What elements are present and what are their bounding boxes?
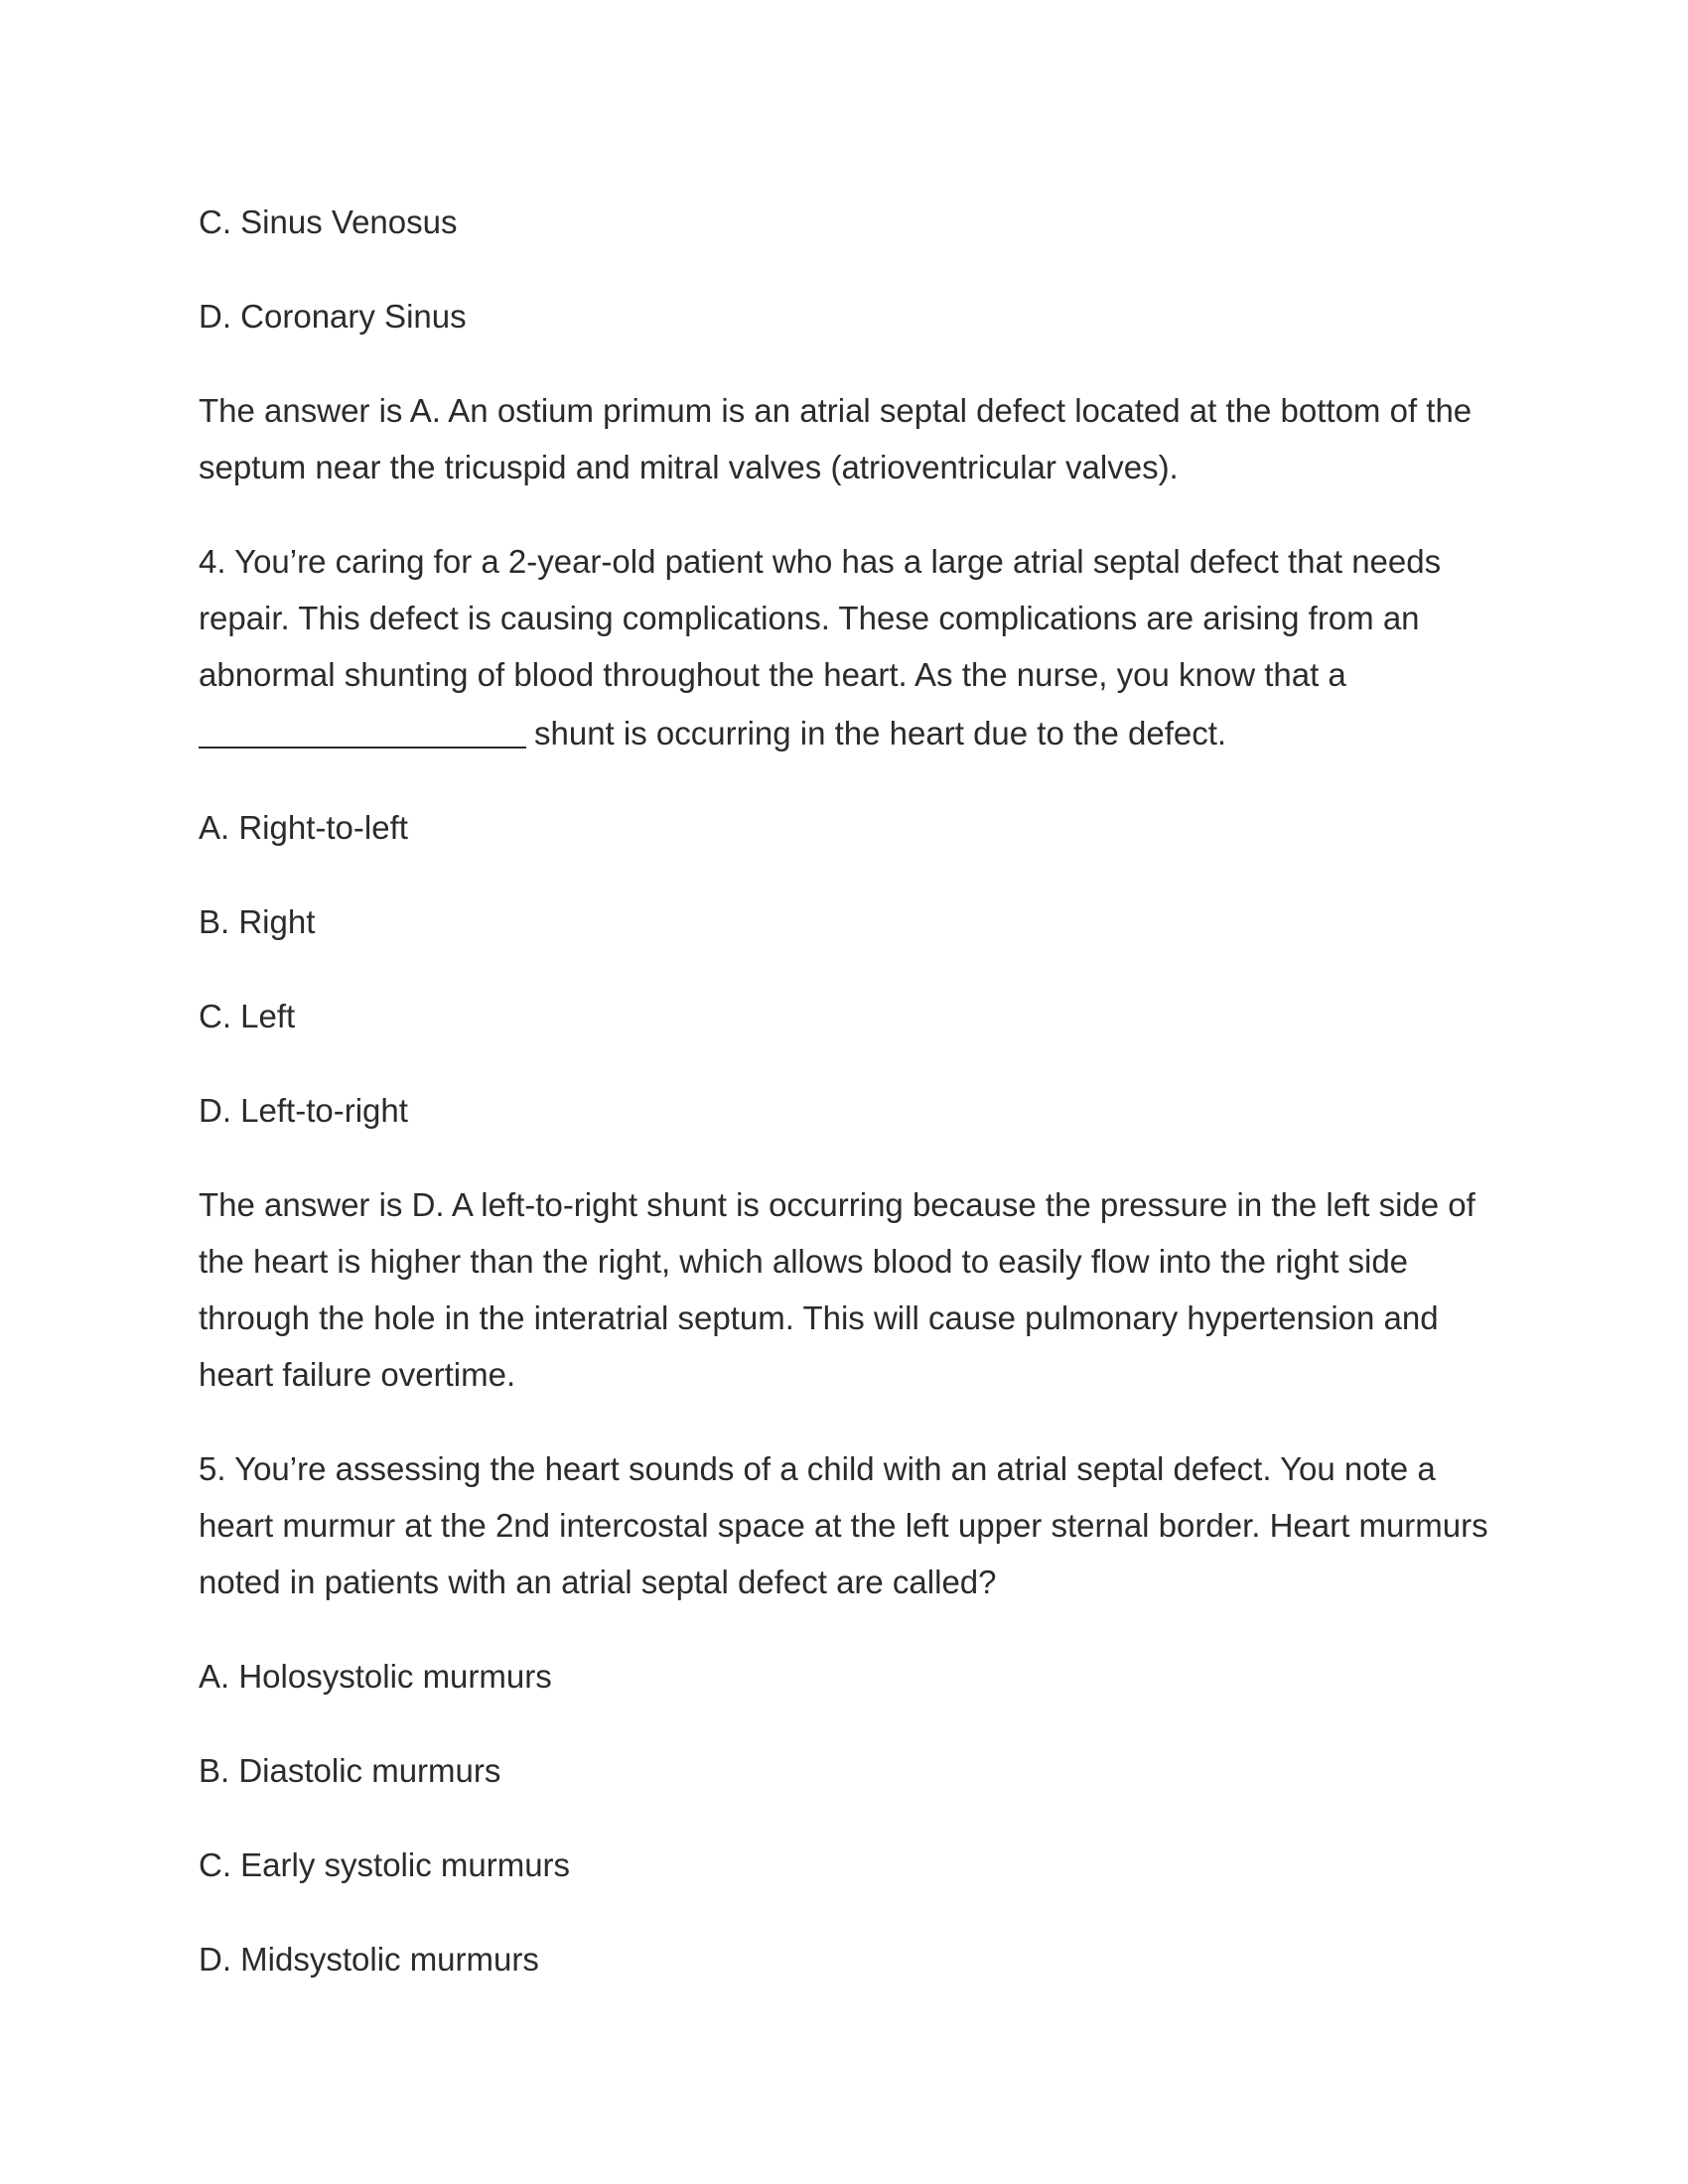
document-page <box>199 194 1489 2025</box>
q5-question: 5. You’re assessing the heart sounds of a child with an atrial septal defect. You note a heart murmur at the 2nd intercostal space at the left upper sternal border. Heart murmurs noted in patients with an atrial septal defect are called? <box>199 1450 1488 1600</box>
q5-option-a: A. Holosystolic murmurs <box>199 1658 552 1695</box>
q4-question-end: shunt is occurring in the heart due to the defect. <box>534 715 1227 751</box>
q5-option-c: C. Early systolic murmurs <box>199 1846 571 1883</box>
q4-option-a: A. Right-to-left <box>199 809 408 846</box>
q3-option-d: D. Coronary Sinus <box>199 298 467 335</box>
q3-option-c: C. Sinus Venosus <box>199 204 458 240</box>
q3-answer: The answer is A. An ostium primum is an atrial septal defect located at the bottom of the septum near the tricuspid and mitral valves (atrioventricular valves). <box>199 392 1473 485</box>
q4-option-d: D. Left-to-right <box>199 1092 408 1129</box>
fill-in-blank <box>199 707 526 749</box>
q4-question-start: 4. You’re caring for a 2-year-old patient who has a large atrial septal defect that needs repair. This defect is causing complications. These complications are arising from an abnormal shunting of blood throughout the heart. As the nurse, you know that a <box>199 543 1442 693</box>
q5-option-b: B. Diastolic murmurs <box>199 1752 501 1789</box>
q4-option-b: B. Right <box>199 903 316 940</box>
q5-option-d: D. Midsystolic murmurs <box>199 1941 539 1978</box>
q4-answer: The answer is D. A left-to-right shunt is occurring because the pressure in the left side of the heart is higher than the right, which allows blood to easily flow into the right side through the hole in the interatrial septum. This will cause pulmonary hypertension and heart failure overtime. <box>199 1186 1476 1393</box>
q4-question <box>199 533 1489 761</box>
q4-option-c: C. Left <box>199 998 296 1034</box>
